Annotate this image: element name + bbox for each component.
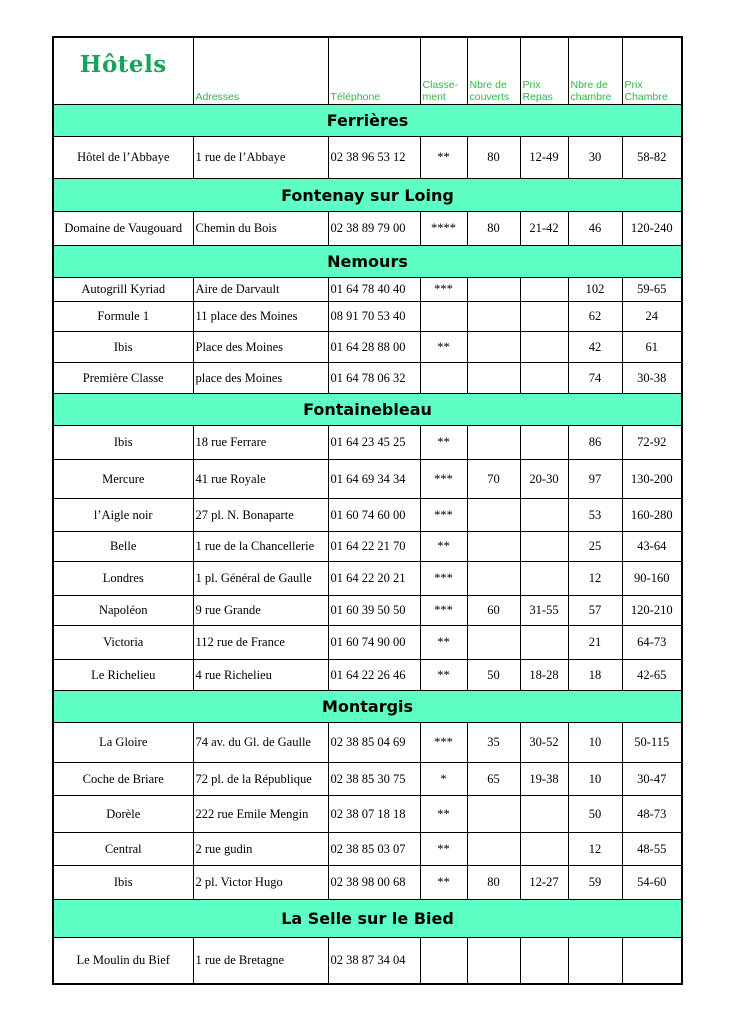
room-price-cell: 64-73 <box>622 626 682 660</box>
page-title: Hôtels <box>53 37 193 105</box>
town-section-row <box>53 246 682 278</box>
hotel-name-cell: Victoria <box>53 626 193 660</box>
table-row <box>53 212 682 246</box>
table-row <box>53 723 682 763</box>
hotel-name-cell: Central <box>53 833 193 866</box>
room-price-cell: 48-73 <box>622 796 682 833</box>
meal-price-cell: 31-55 <box>520 596 568 626</box>
covers-cell: 65 <box>467 763 520 796</box>
hotel-name-cell: Londres <box>53 562 193 596</box>
covers-cell: 35 <box>467 723 520 763</box>
meal-price-cell <box>520 278 568 302</box>
table-row <box>53 137 682 179</box>
rating-cell: ** <box>420 833 467 866</box>
rooms-cell: 42 <box>568 332 622 363</box>
phone-cell: 02 38 96 53 12 <box>328 137 420 179</box>
meal-price-cell: 30-52 <box>520 723 568 763</box>
covers-cell <box>467 532 520 562</box>
meal-price-cell <box>520 796 568 833</box>
room-price-cell: 54-60 <box>622 866 682 900</box>
rooms-cell: 46 <box>568 212 622 246</box>
meal-price-cell <box>520 426 568 460</box>
rooms-cell: 18 <box>568 660 622 691</box>
meal-price-cell <box>520 499 568 532</box>
covers-cell <box>467 833 520 866</box>
meal-price-cell: 21-42 <box>520 212 568 246</box>
hotel-name-cell: Autogrill Kyriad <box>53 278 193 302</box>
phone-cell: 02 38 85 03 07 <box>328 833 420 866</box>
address-cell: 27 pl. N. Bonaparte <box>193 499 328 532</box>
meal-price-cell <box>520 302 568 332</box>
room-price-cell <box>622 938 682 984</box>
meal-price-cell <box>520 833 568 866</box>
table-row <box>53 532 682 562</box>
covers-cell: 80 <box>467 866 520 900</box>
rooms-cell: 102 <box>568 278 622 302</box>
room-price-cell: 42-65 <box>622 660 682 691</box>
hotel-name-cell: Mercure <box>53 460 193 499</box>
phone-cell: 01 64 23 45 25 <box>328 426 420 460</box>
covers-cell: 70 <box>467 460 520 499</box>
table-row <box>53 278 682 302</box>
rating-cell: *** <box>420 499 467 532</box>
rating-cell <box>420 302 467 332</box>
phone-cell: 01 64 69 34 34 <box>328 460 420 499</box>
phone-cell: 02 38 85 30 75 <box>328 763 420 796</box>
town-heading: Fontenay sur Loing <box>53 179 682 212</box>
rating-cell: ** <box>420 332 467 363</box>
hotel-name-cell: Ibis <box>53 332 193 363</box>
phone-cell: 01 64 22 21 70 <box>328 532 420 562</box>
rooms-cell: 86 <box>568 426 622 460</box>
rooms-cell: 12 <box>568 562 622 596</box>
room-price-cell: 30-47 <box>622 763 682 796</box>
meal-price-cell: 20-30 <box>520 460 568 499</box>
room-price-cell: 50-115 <box>622 723 682 763</box>
table-row <box>53 363 682 394</box>
address-cell: 4 rue Richelieu <box>193 660 328 691</box>
room-price-cell: 24 <box>622 302 682 332</box>
covers-cell <box>467 426 520 460</box>
town-section-row <box>53 691 682 723</box>
rooms-cell: 30 <box>568 137 622 179</box>
room-price-cell: 43-64 <box>622 532 682 562</box>
rooms-cell: 74 <box>568 363 622 394</box>
rating-cell: ** <box>420 426 467 460</box>
hotel-name-cell: Ibis <box>53 866 193 900</box>
rating-cell: *** <box>420 596 467 626</box>
column-header-phone: Téléphone <box>328 37 420 105</box>
covers-cell <box>467 796 520 833</box>
meal-price-cell: 12-27 <box>520 866 568 900</box>
rooms-cell: 10 <box>568 763 622 796</box>
hotel-name-cell: l’Aigle noir <box>53 499 193 532</box>
covers-cell <box>467 332 520 363</box>
rooms-cell: 57 <box>568 596 622 626</box>
phone-cell: 01 64 22 26 46 <box>328 660 420 691</box>
table-row <box>53 660 682 691</box>
town-heading: La Selle sur le Bied <box>53 900 682 938</box>
covers-cell <box>467 363 520 394</box>
meal-price-cell <box>520 938 568 984</box>
phone-cell: 01 64 28 88 00 <box>328 332 420 363</box>
address-cell: 41 rue Royale <box>193 460 328 499</box>
table-row <box>53 302 682 332</box>
covers-cell <box>467 562 520 596</box>
address-cell: Aire de Darvault <box>193 278 328 302</box>
rooms-cell: 62 <box>568 302 622 332</box>
hotel-name-cell: Première Classe <box>53 363 193 394</box>
table-row <box>53 866 682 900</box>
column-header-room-price: Prix Chambre <box>622 37 682 105</box>
address-cell: 1 rue de la Chancellerie <box>193 532 328 562</box>
address-cell: 18 rue Ferrare <box>193 426 328 460</box>
rating-cell: ** <box>420 626 467 660</box>
rooms-cell <box>568 938 622 984</box>
covers-cell <box>467 938 520 984</box>
covers-cell: 50 <box>467 660 520 691</box>
rating-cell: ** <box>420 660 467 691</box>
column-header-rooms: Nbre de chambre <box>568 37 622 105</box>
rooms-cell: 21 <box>568 626 622 660</box>
phone-cell: 02 38 98 00 68 <box>328 866 420 900</box>
covers-cell <box>467 499 520 532</box>
address-cell: place des Moines <box>193 363 328 394</box>
phone-cell: 02 38 85 04 69 <box>328 723 420 763</box>
hotel-name-cell: Hôtel de l’Abbaye <box>53 137 193 179</box>
phone-cell: 01 64 78 40 40 <box>328 278 420 302</box>
rooms-cell: 12 <box>568 833 622 866</box>
table-body <box>53 105 682 984</box>
table-row <box>53 460 682 499</box>
table-row <box>53 796 682 833</box>
covers-cell: 60 <box>467 596 520 626</box>
address-cell: 2 rue gudin <box>193 833 328 866</box>
table-row <box>53 562 682 596</box>
room-price-cell: 130-200 <box>622 460 682 499</box>
hotel-name-cell: Domaine de Vaugouard <box>53 212 193 246</box>
town-section-row <box>53 179 682 212</box>
meal-price-cell <box>520 562 568 596</box>
town-section-row <box>53 900 682 938</box>
hotel-name-cell: La Gloire <box>53 723 193 763</box>
table-row <box>53 626 682 660</box>
column-header-meal-price: Prix Repas <box>520 37 568 105</box>
hotel-name-cell: Dorèle <box>53 796 193 833</box>
address-cell: Place des Moines <box>193 332 328 363</box>
room-price-cell: 30-38 <box>622 363 682 394</box>
meal-price-cell: 18-28 <box>520 660 568 691</box>
phone-cell: 08 91 70 53 40 <box>328 302 420 332</box>
covers-cell: 80 <box>467 137 520 179</box>
covers-cell: 80 <box>467 212 520 246</box>
address-cell: 72 pl. de la République <box>193 763 328 796</box>
meal-price-cell: 12-49 <box>520 137 568 179</box>
address-cell: 222 rue Emile Mengin <box>193 796 328 833</box>
table-row <box>53 499 682 532</box>
meal-price-cell <box>520 532 568 562</box>
hotel-name-cell: Belle <box>53 532 193 562</box>
town-heading: Montargis <box>53 691 682 723</box>
room-price-cell: 160-280 <box>622 499 682 532</box>
address-cell: 112 rue de France <box>193 626 328 660</box>
hotel-name-cell: Ibis <box>53 426 193 460</box>
address-cell: 9 rue Grande <box>193 596 328 626</box>
town-section-row <box>53 105 682 137</box>
rating-cell: **** <box>420 212 467 246</box>
table-row <box>53 426 682 460</box>
town-heading: Fontainebleau <box>53 394 682 426</box>
table-row <box>53 833 682 866</box>
address-cell: 2 pl. Victor Hugo <box>193 866 328 900</box>
hotel-name-cell: Coche de Briare <box>53 763 193 796</box>
rating-cell: ** <box>420 866 467 900</box>
covers-cell <box>467 302 520 332</box>
room-price-cell: 120-240 <box>622 212 682 246</box>
phone-cell: 02 38 07 18 18 <box>328 796 420 833</box>
rooms-cell: 97 <box>568 460 622 499</box>
address-cell: Chemin du Bois <box>193 212 328 246</box>
hotel-name-cell: Le Moulin du Bief <box>53 938 193 984</box>
room-price-cell: 72-92 <box>622 426 682 460</box>
address-cell: 1 pl. Général de Gaulle <box>193 562 328 596</box>
rooms-cell: 25 <box>568 532 622 562</box>
rating-cell: *** <box>420 562 467 596</box>
address-cell: 1 rue de Bretagne <box>193 938 328 984</box>
rating-cell: *** <box>420 460 467 499</box>
rating-cell: *** <box>420 723 467 763</box>
rating-cell: ** <box>420 796 467 833</box>
room-price-cell: 120-210 <box>622 596 682 626</box>
column-header-address: Adresses <box>193 37 328 105</box>
address-cell: 1 rue de l’Abbaye <box>193 137 328 179</box>
rating-cell: * <box>420 763 467 796</box>
rooms-cell: 53 <box>568 499 622 532</box>
room-price-cell: 48-55 <box>622 833 682 866</box>
town-heading: Ferrières <box>53 105 682 137</box>
meal-price-cell: 19-38 <box>520 763 568 796</box>
meal-price-cell <box>520 626 568 660</box>
hotel-name-cell: Le Richelieu <box>53 660 193 691</box>
meal-price-cell <box>520 363 568 394</box>
rooms-cell: 59 <box>568 866 622 900</box>
table-row <box>53 938 682 984</box>
rating-cell: ** <box>420 532 467 562</box>
rating-cell: ** <box>420 137 467 179</box>
rooms-cell: 10 <box>568 723 622 763</box>
table-row <box>53 763 682 796</box>
room-price-cell: 90-160 <box>622 562 682 596</box>
phone-cell: 01 60 74 60 00 <box>328 499 420 532</box>
covers-cell <box>467 626 520 660</box>
rating-cell <box>420 363 467 394</box>
address-cell: 74 av. du Gl. de Gaulle <box>193 723 328 763</box>
town-heading: Nemours <box>53 246 682 278</box>
phone-cell: 02 38 87 34 04 <box>328 938 420 984</box>
phone-cell: 01 64 22 20 21 <box>328 562 420 596</box>
rating-cell: *** <box>420 278 467 302</box>
room-price-cell: 59-65 <box>622 278 682 302</box>
phone-cell: 01 60 39 50 50 <box>328 596 420 626</box>
covers-cell <box>467 278 520 302</box>
room-price-cell: 61 <box>622 332 682 363</box>
hotel-name-cell: Napoléon <box>53 596 193 626</box>
hotel-name-cell: Formule 1 <box>53 302 193 332</box>
address-cell: 11 place des Moines <box>193 302 328 332</box>
meal-price-cell <box>520 332 568 363</box>
table-header-row <box>53 37 682 105</box>
rating-cell <box>420 938 467 984</box>
phone-cell: 01 64 78 06 32 <box>328 363 420 394</box>
table-row <box>53 596 682 626</box>
phone-cell: 01 60 74 90 00 <box>328 626 420 660</box>
phone-cell: 02 38 89 79 00 <box>328 212 420 246</box>
rooms-cell: 50 <box>568 796 622 833</box>
table-row <box>53 332 682 363</box>
room-price-cell: 58-82 <box>622 137 682 179</box>
column-header-covers: Nbre de couverts <box>467 37 520 105</box>
hotels-table <box>52 36 683 985</box>
column-header-rating: Classe- ment <box>420 37 467 105</box>
town-section-row <box>53 394 682 426</box>
